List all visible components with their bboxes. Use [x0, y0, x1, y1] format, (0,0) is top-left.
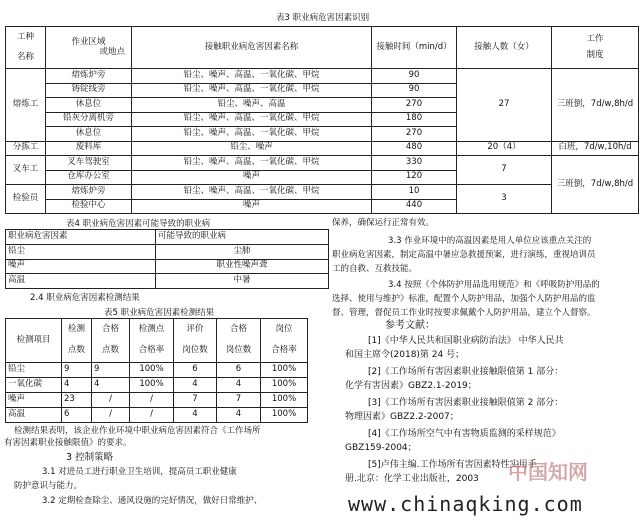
- reference-line: GBZ159-2004；: [345, 443, 417, 453]
- item-cell: 铅尘: [6, 363, 62, 378]
- disease-cell: 职业性噪声聋: [156, 259, 329, 274]
- erate-cell: 100%: [261, 393, 308, 408]
- table3-header-people: 接触人数（女）: [457, 27, 552, 69]
- factor-cell: 铅尘、噪声、高温、一氧化碳、甲烷: [132, 69, 372, 84]
- eval-cell: 4: [174, 408, 217, 423]
- table5-header-rate: 检测点: [130, 319, 174, 341]
- reference-line: 物理因素》GBZ2.2-2007；: [345, 412, 459, 422]
- body-text-line: 检测结果表明，该企业作业环境中职业病危害因素符合《工作场所: [14, 426, 261, 436]
- header-text: 作业区域: [71, 36, 106, 47]
- references-title: 参考文献：: [385, 320, 435, 331]
- time-cell: 180: [372, 112, 457, 127]
- table5-header-epass: 合格: [217, 319, 261, 341]
- area-cell: 熔炼炉旁: [46, 69, 132, 84]
- header-text: 工种: [16, 31, 34, 42]
- people-cell: 27: [457, 69, 552, 142]
- schedule-cell: 白班，7d/w,10h/d: [552, 141, 639, 156]
- time-cell: 270: [372, 127, 457, 142]
- factor-cell: 铅尘、噪声、高温、一氧化碳、甲烷: [132, 156, 372, 171]
- factor-cell: 噪声: [132, 199, 372, 214]
- body-text-line: 选择、使用与维护》标准，配置个人防护用品，加强个人防护用品的监: [332, 294, 596, 304]
- table4-header-factor: 职业病危害因素: [6, 230, 156, 245]
- factor-cell: 铅尘、噪声、高温、一氧化碳、甲烷: [132, 185, 372, 200]
- time-cell: 90: [372, 83, 457, 98]
- pass-cell: /: [92, 393, 130, 408]
- factor-cell: 铅尘、噪声、高温: [132, 98, 372, 113]
- time-cell: 440: [372, 199, 457, 214]
- points-cell: 9: [62, 363, 92, 378]
- people-cell: 3: [457, 185, 552, 214]
- header-text: 制度: [586, 49, 604, 60]
- table3-caption: 表3 职业病危害因素识别: [276, 13, 370, 23]
- time-cell: 10: [372, 185, 457, 200]
- factor-cell: 铅尘、噪声: [132, 141, 372, 156]
- points-cell: 4: [62, 378, 92, 393]
- rate-cell: 100%: [130, 378, 174, 393]
- pass-cell: 4: [92, 378, 130, 393]
- time-cell: 90: [372, 69, 457, 84]
- body-text-line: 工的自救、互救技能。: [332, 264, 418, 274]
- time-cell: 330: [372, 156, 457, 171]
- table5-header-points-2: 点数: [62, 341, 92, 363]
- reference-line: [5]卢伟主编.工作场所有害因素特性实用手: [368, 460, 537, 470]
- factor-cell: 铅尘、噪声、高温、一氧化碳、甲烷: [132, 127, 372, 142]
- reference-line: 册.北京：化学工业出版社，2003: [345, 474, 479, 484]
- area-cell: 叉车驾驶室: [46, 156, 132, 171]
- table5-caption: 表5 职业病危害因素检测结果: [104, 308, 215, 318]
- header-text: 名称: [16, 51, 34, 62]
- factor-cell: 铅尘、噪声、高温、一氧化碳、甲烷: [132, 83, 372, 98]
- table4-header-disease: 可能导致的职业病: [156, 230, 329, 245]
- watermark-site-url: www.chinaqking.com: [348, 492, 583, 516]
- factor-cell: 噪声: [132, 170, 372, 185]
- table4-caption: 表4 职业病危害因素可能导致的职业病: [66, 219, 211, 229]
- table5-header-pass-2: 点数: [92, 341, 130, 363]
- item-cell: 噪声: [6, 393, 62, 408]
- rate-cell: /: [130, 408, 174, 423]
- work-type-cell: 熔炼工: [6, 69, 46, 142]
- body-text-line: 督、管理，督促员工作业时按要求佩戴个人防护用品，建立个人督察。: [332, 308, 596, 318]
- erate-cell: 100%: [261, 363, 308, 378]
- table5-header-pass: 合格: [92, 319, 130, 341]
- body-text-line: 3.1 对进员工进行职业卫生培训，提高员工职业健康: [42, 467, 237, 477]
- time-cell: 120: [372, 170, 457, 185]
- erate-cell: 100%: [261, 408, 308, 423]
- reference-line: 和国主席令(2018)第 24 号；: [345, 350, 465, 360]
- reference-line: 化学有害因素》GBZ2.1-2019；: [345, 381, 477, 391]
- people-cell: 20（4）: [457, 141, 552, 156]
- people-cell: 7: [457, 156, 552, 185]
- points-cell: 6: [62, 408, 92, 423]
- body-text-line: 防护意识与能力。: [14, 481, 83, 491]
- eval-cell: 4: [174, 378, 217, 393]
- item-cell: 高温: [6, 408, 62, 423]
- section-3-heading: 3 控制策略: [66, 452, 114, 463]
- rate-cell: 100%: [130, 363, 174, 378]
- work-type-cell: 叉车工: [6, 156, 46, 185]
- epass-cell: 7: [217, 393, 261, 408]
- points-cell: 23: [62, 393, 92, 408]
- body-text-line: 有害因素职业接触限值》的要求。: [4, 438, 132, 448]
- reference-line: [3]《工作场所有害因素职业接触限值第 2 部分：: [368, 398, 564, 408]
- schedule-cell: 三班倒，7d/w,8h/d: [552, 69, 639, 142]
- table5-header-rate-2: 合格率: [130, 341, 174, 363]
- work-type-cell: 检验员: [6, 185, 46, 214]
- table5-header-erate: 岗位: [261, 319, 308, 341]
- area-cell: 铸锭线旁: [46, 83, 132, 98]
- body-text-line: 职业病危害因素，制定高温中暑应急救援预案，进行演练，重视培训员: [332, 250, 596, 260]
- factor-cell: 噪声: [6, 259, 156, 274]
- area-cell: 休息位: [46, 127, 132, 142]
- area-cell: 休息位: [46, 98, 132, 113]
- eval-cell: 7: [174, 393, 217, 408]
- epass-cell: 4: [217, 378, 261, 393]
- table3-header-schedule: [552, 27, 639, 69]
- table3-header-factor: 接触职业病危害因素名称: [132, 27, 372, 69]
- header-text: 或地点: [99, 46, 125, 57]
- epass-cell: 6: [217, 363, 261, 378]
- table3-hazard-identification: [5, 26, 639, 214]
- schedule-cell: 三班倒，7d/w,8h/d: [552, 156, 639, 214]
- watermark-logo-text: 中国知网: [508, 460, 588, 484]
- reference-line: [2]《工作场所有害因素职业接触限值第 1 部分：: [368, 367, 564, 377]
- epass-cell: 4: [217, 408, 261, 423]
- area-cell: 熔炼炉旁: [46, 185, 132, 200]
- table3-header-time: 接触时间（min/d）: [372, 27, 457, 69]
- body-text-line: 保养，确保运行正常有效。: [332, 218, 435, 228]
- table5-header-eval: 评价: [174, 319, 217, 341]
- reference-line: [1]《中华人民共和国职业病防治法》 中华人民共: [368, 336, 564, 346]
- table3-header-area: [46, 27, 132, 69]
- area-cell: 仓库办公室: [46, 170, 132, 185]
- header-text: 工作: [586, 33, 604, 44]
- erate-cell: 100%: [261, 378, 308, 393]
- pass-cell: /: [92, 408, 130, 423]
- table5-header-points: 检测: [62, 319, 92, 341]
- area-cell: 废料库: [46, 141, 132, 156]
- rate-cell: /: [130, 393, 174, 408]
- time-cell: 480: [372, 141, 457, 156]
- table5-header-item: 检测项目: [6, 319, 62, 363]
- factor-cell: 铅尘、噪声、高温、一氧化碳、甲烷: [132, 112, 372, 127]
- work-type-cell: 分拣工: [6, 141, 46, 156]
- table5-header-eval-2: 岗位数: [174, 341, 217, 363]
- item-cell: 一氧化碳: [6, 378, 62, 393]
- area-cell: 检验中心: [46, 199, 132, 214]
- section-2-4-heading: 2.4 职业病危害因素检测结果: [30, 293, 140, 303]
- table5-detection-results: [5, 318, 308, 423]
- disease-cell: 尘肺: [156, 244, 329, 259]
- eval-cell: 6: [174, 363, 217, 378]
- time-cell: 270: [372, 98, 457, 113]
- table3-header-work-type: [6, 27, 46, 69]
- table5-header-epass-2: 岗位数: [217, 341, 261, 363]
- reference-line: [4]《工作场所空气中有害物质监测的采样规范》: [368, 429, 561, 439]
- factor-cell: 铅尘: [6, 244, 156, 259]
- body-text-line: 3.3 作业环境中的高温因素是用人单位应该重点关注的: [388, 236, 592, 246]
- pass-cell: 9: [92, 363, 130, 378]
- table5-header-erate-2: 合格率: [261, 341, 308, 363]
- factor-cell: 高温: [6, 274, 156, 289]
- body-text-line: 3.4 按照《个体防护用品选用规范》和《呼吸防护用品的: [388, 280, 600, 290]
- table4-possible-diseases: [5, 229, 329, 289]
- disease-cell: 中暑: [156, 274, 329, 289]
- area-cell: 铅灰分离机旁: [46, 112, 132, 127]
- body-text-line: 3.2 定期检查除尘、通风设施的完好情况，做好日常维护、: [42, 496, 263, 506]
